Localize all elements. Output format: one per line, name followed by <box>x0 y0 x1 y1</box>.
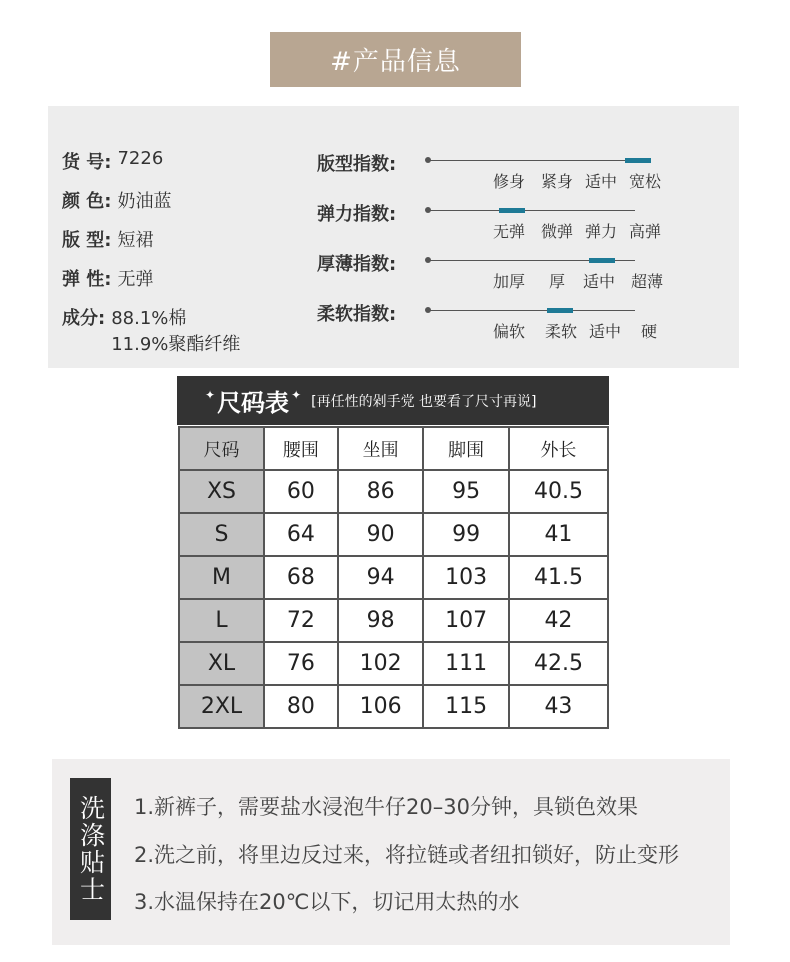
scale-option: 适中 <box>583 272 616 291</box>
spec-label: 弹 性: <box>62 269 112 290</box>
scale-option: 适中 <box>585 172 618 191</box>
table-cell: L <box>179 599 264 642</box>
index-scale-stretch <box>427 204 662 244</box>
index-label-fit: 版型指数: <box>317 154 397 175</box>
index-label-stretch: 弹力指数: <box>317 204 397 225</box>
material-line: 88.1%棉 <box>111 308 187 329</box>
table-row <box>179 556 608 599</box>
spec-value: 短裙 <box>117 230 154 251</box>
table-row <box>179 470 608 513</box>
sparkle-icon: ✦ <box>205 387 216 402</box>
spec-value: 无弹 <box>117 269 154 290</box>
scale-option: 微弹 <box>541 222 574 241</box>
table-cell: 103 <box>423 556 509 599</box>
table-header-cell: 外长 <box>509 427 608 470</box>
table-cell: 106 <box>338 685 424 728</box>
scale-option: 偏软 <box>493 322 526 341</box>
scale-marker <box>589 258 615 263</box>
index-scale-fit <box>427 154 662 194</box>
table-cell: 102 <box>338 642 424 685</box>
scale-line <box>427 310 635 311</box>
spec-label: 货 号: <box>62 152 112 173</box>
scale-option: 紧身 <box>541 172 574 191</box>
scale-dot <box>425 207 431 213</box>
wash-tip: 2.洗之前，将里边反过来，将拉链或者纽扣锁好，防止变形 <box>134 843 680 867</box>
spec-value: 7226 <box>117 148 164 169</box>
table-cell: 76 <box>264 642 338 685</box>
table-cell: 111 <box>423 642 509 685</box>
wash-tip: 1.新裤子，需要盐水浸泡牛仔20–30分钟，具锁色效果 <box>134 795 638 819</box>
table-cell: 68 <box>264 556 338 599</box>
spec-fit <box>62 226 153 252</box>
table-cell: 107 <box>423 599 509 642</box>
scale-option: 宽松 <box>629 172 662 191</box>
scale-option: 适中 <box>589 322 622 341</box>
table-cell: 98 <box>338 599 424 642</box>
spec-color <box>62 187 171 213</box>
section-title: #产品信息 <box>270 32 521 87</box>
table-row <box>179 513 608 556</box>
index-scale-softness <box>427 304 658 344</box>
table-cell: 95 <box>423 470 509 513</box>
spec-label: 颜 色: <box>62 191 112 212</box>
wash-tip: 3.水温保持在20℃以下，切记用太热的水 <box>134 890 520 914</box>
scale-option: 修身 <box>493 172 526 191</box>
scale-line <box>427 160 635 161</box>
table-cell: 41.5 <box>509 556 608 599</box>
size-table-subtitle: [再任性的剁手党 也要看了尺寸再说] <box>311 393 537 410</box>
table-cell: 2XL <box>179 685 264 728</box>
table-cell: 72 <box>264 599 338 642</box>
table-cell: 43 <box>509 685 608 728</box>
table-cell: 86 <box>338 470 424 513</box>
scale-option: 柔软 <box>545 322 578 341</box>
table-cell: 60 <box>264 470 338 513</box>
table-row <box>179 599 608 642</box>
scale-option: 加厚 <box>493 272 526 291</box>
table-header-cell: 腰围 <box>264 427 338 470</box>
table-cell: 115 <box>423 685 509 728</box>
scale-line <box>427 210 635 211</box>
spec-label: 版 型: <box>62 230 112 251</box>
table-cell: 80 <box>264 685 338 728</box>
table-cell: 94 <box>338 556 424 599</box>
table-cell: 99 <box>423 513 509 556</box>
spec-value: 奶油蓝 <box>117 191 172 212</box>
spec-item-no <box>62 148 163 174</box>
scale-dot <box>425 157 431 163</box>
spec-value <box>111 304 240 356</box>
table-header-cell: 坐围 <box>338 427 424 470</box>
scale-option: 超薄 <box>631 272 664 291</box>
scale-option: 硬 <box>641 322 658 341</box>
table-cell: 64 <box>264 513 338 556</box>
size-table <box>178 426 609 729</box>
scale-option: 无弹 <box>493 222 526 241</box>
table-header-row <box>179 427 608 470</box>
table-cell: XS <box>179 470 264 513</box>
table-row <box>179 642 608 685</box>
table-header-cell: 尺码 <box>179 427 264 470</box>
size-table-title: 尺码表 <box>217 389 290 417</box>
spec-material <box>62 304 240 356</box>
scale-marker <box>547 308 573 313</box>
table-cell: S <box>179 513 264 556</box>
spec-label: 成分: <box>62 308 106 329</box>
table-row <box>179 685 608 728</box>
sparkle-icon: ✦ <box>291 387 302 402</box>
table-cell: XL <box>179 642 264 685</box>
table-cell: 90 <box>338 513 424 556</box>
size-table-title-bar <box>177 376 609 425</box>
scale-dot <box>425 307 431 313</box>
table-cell: 42.5 <box>509 642 608 685</box>
scale-marker <box>499 208 525 213</box>
index-label-softness: 柔软指数: <box>317 304 397 325</box>
table-header-cell: 脚围 <box>423 427 509 470</box>
table-cell: M <box>179 556 264 599</box>
index-label-thickness: 厚薄指数: <box>317 254 397 275</box>
wash-tips-tag: 洗涤贴士 <box>70 778 111 920</box>
material-line: 11.9%聚酯纤维 <box>111 334 241 355</box>
table-cell: 41 <box>509 513 608 556</box>
scale-dot <box>425 257 431 263</box>
index-scale-thickness <box>427 254 664 294</box>
spec-stretch <box>62 265 153 291</box>
table-cell: 42 <box>509 599 608 642</box>
scale-option: 弹力 <box>585 222 618 241</box>
scale-option: 高弹 <box>629 222 662 241</box>
scale-option: 厚 <box>549 272 566 291</box>
scale-marker <box>625 158 651 163</box>
table-cell: 40.5 <box>509 470 608 513</box>
